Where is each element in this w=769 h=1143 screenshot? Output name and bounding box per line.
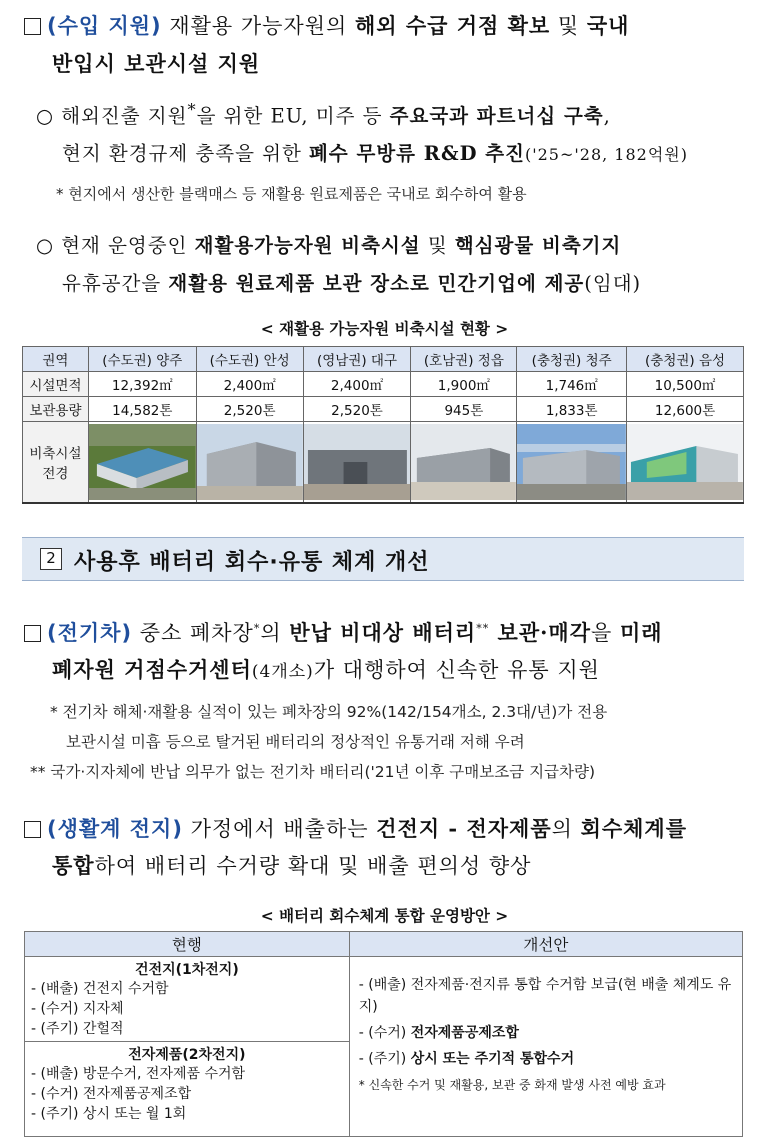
cell-capacity: 1,833톤 [517,397,627,422]
photo-daegu [303,422,411,504]
current-cell [25,957,350,1137]
section-number-badge: 2 [40,548,62,570]
bold-text: 보관·매각 [489,620,592,645]
circle-bullet-icon: ○ [36,104,55,128]
table-row [23,372,744,397]
tag-ev: (전기차) [47,621,133,645]
bullet-overseas [36,100,611,129]
header-region: 권역 [23,347,89,372]
footnote-blackmass: * 현지에서 생산한 블랙매스 등 재활용 원료제품은 국내로 회수하여 활용 [56,185,527,203]
text: 하여 배터리 수거량 확대 및 배출 편의성 향상 [94,854,532,878]
cell-area: 2,400㎡ [303,372,411,397]
list-item: - (배출) 방문수거, 전자제품 수거함 [31,1066,246,1082]
footnote-ev-2: ** 국가·지자체에 반납 의무가 없는 전기차 배터리('21년 이후 구매보조금 지급차량) [30,763,596,781]
paragraph-import-support-line2: 반입시 보관시설 지원 [52,51,261,76]
list-item: - (배출) 건전지 수거함 [31,981,169,997]
cell-capacity: 2,520톤 [303,397,411,422]
text: (4개소) [251,662,314,682]
table-row-photos [23,422,744,504]
list-item: - (수거) 지자체 [31,1001,124,1017]
bold-text: 회수체계를 [580,816,688,841]
header-daegu: (영남권) 대구 [303,347,411,372]
photo-eumseong [627,422,744,504]
paragraph-import-support [24,10,629,40]
text: 가 대행하여 신속한 유통 지원 [313,658,600,682]
cell-area: 1,900㎡ [411,372,517,397]
table-caption-integration: < 배터리 회수체계 통합 운영방안 > [260,907,509,925]
footnote-mark: * [187,100,197,119]
bullet-stockpile-line2 [62,268,641,296]
header-cheongju: (충청권) 청주 [517,347,627,372]
table-row [23,397,744,422]
tag-import-support: (수입 지원) [47,14,162,38]
bold-text: 미래 [619,620,663,645]
footnote-mark: * [253,622,261,635]
facility-photo [197,424,303,500]
group-title: 건전지(1차전지) [135,962,239,978]
row-label-capacity: 보관용량 [23,397,89,422]
table-header-row [23,347,744,372]
facility-photo [89,424,196,500]
text: 비축시설 [29,446,82,462]
bold-text: 국내 [586,13,630,38]
cell-area: 2,400㎡ [196,372,303,397]
group-primary-battery [25,959,349,1042]
table-header-row [25,932,743,957]
text: 전경 [42,466,69,482]
circle-bullet-icon: ○ [36,234,55,257]
facility-photo [627,424,743,500]
header-yangju: (수도권) 양주 [88,347,196,372]
photo-jeongeup [411,422,517,504]
text: 유휴공간을 [62,272,169,295]
cell-capacity: 12,600톤 [627,397,744,422]
bold-text: 반납 비대상 배터리 [289,620,477,645]
text: ('25~'28, 182억원) [524,145,688,164]
footnote-mark: ** [476,622,490,635]
list-item [359,1048,733,1070]
bold-text: 재활용가능자원 비축시설 [194,234,421,257]
header-improved: 개선안 [349,932,742,957]
bold-text: 핵심광물 비축기지 [454,234,622,257]
text: 의 [260,621,290,645]
stockpile-facility-table [22,346,744,504]
cell-area: 12,392㎡ [88,372,196,397]
group-secondary-battery [25,1044,349,1136]
bullet-stockpile [36,230,621,258]
list-item: - (배출) 전자제품·전지류 통합 수거함 보급(현 배출 체계도 유지) [358,977,732,1015]
paragraph-ev-line2 [52,654,600,684]
cell-area: 1,746㎡ [517,372,627,397]
footnote-ev-1: * 전기차 해체·재활용 실적이 있는 폐차장의 92%(142/154개소, 2.3대/년)가 전용 [50,703,608,721]
facility-photo [517,424,626,500]
table-row [25,957,743,1137]
text: 가정에서 배출하는 [182,817,377,841]
text: - (수거) [358,1025,411,1041]
row-label-photo [23,422,89,504]
text: 현재 운영중인 [61,234,195,257]
bold-text: 폐수 무방류 R&D 추진 [309,142,525,165]
text: (임대) [584,272,642,295]
group-title: 전자제품(2차전지) [128,1047,246,1063]
cell-capacity: 14,582톤 [88,397,196,422]
paragraph-ev [24,617,663,647]
text: 을 [591,621,620,645]
photo-yangju [88,422,196,504]
footnote: * 신속한 수거 및 재활용, 보관 중 화재 발생 사전 예방 효과 [358,1078,666,1092]
list-item: - (주기) 상시 또는 월 1회 [31,1106,187,1122]
bold-text: 주요국과 파트너십 구축 [389,104,604,128]
cell-area: 10,500㎡ [627,372,744,397]
bold-text: 재활용 원료제품 보관 장소로 민간기업에 제공 [168,272,585,295]
text: 의 [551,817,581,841]
section-title: 사용후 배터리 회수·유통 체계 개선 [74,550,430,575]
tag-household: (생활계 전지) [47,817,183,841]
facility-photo [304,424,411,500]
bold-text: 전자제품공제조합 [410,1025,519,1041]
bold-text: 폐자원 거점수거센터 [52,657,252,682]
checkbox-bullet-icon [24,821,41,838]
table-caption-stockpile: < 재활용 가능자원 비축시설 현황 > [260,320,509,338]
paragraph-household-line2 [52,850,531,880]
photo-cheongju [517,422,627,504]
collection-integration-table [24,931,743,1137]
header-current: 현행 [25,932,350,957]
paragraph-household-battery [24,813,687,843]
facility-photo [411,424,516,500]
bold-text: 건전지 - 전자제품 [376,816,552,841]
list-item [359,1022,733,1044]
section-header-battery [22,537,744,581]
text: 및 [420,234,455,257]
bold-text: 해외 수급 거점 확보 [354,13,551,38]
text: , [603,104,611,128]
text: 및 [550,14,587,38]
bold-text: 상시 또는 주기적 통합수거 [410,1051,575,1067]
header-anseong: (수도권) 안성 [196,347,303,372]
cell-capacity: 945톤 [411,397,517,422]
cell-capacity: 2,520톤 [196,397,303,422]
checkbox-bullet-icon [24,18,41,35]
text: 해외진출 지원 [61,104,188,128]
text: - (주기) [358,1051,411,1067]
improved-list [351,958,741,1096]
header-eumseong: (충청권) 음성 [627,347,744,372]
row-label-area: 시설면적 [23,372,89,397]
text: 현지 환경규제 충족을 위한 [62,142,310,165]
photo-anseong [196,422,303,504]
text: 중소 폐차장 [132,621,254,645]
footnote-ev-1b: 보관시설 미흡 등으로 탈거된 배터리의 정상적인 유통거래 저해 우려 [66,733,525,751]
list-item: - (수거) 전자제품공제조합 [31,1086,192,1102]
list-item: - (주기) 간헐적 [31,1021,124,1037]
text: 을 위한 EU, 미주 등 [196,104,390,128]
bold-text: 통합 [52,853,95,878]
improved-cell [349,957,742,1137]
bullet-overseas-line2 [62,138,688,166]
header-jeongeup: (호남권) 정읍 [411,347,517,372]
text: 재활용 가능자원의 [161,14,355,38]
checkbox-bullet-icon [24,625,41,642]
